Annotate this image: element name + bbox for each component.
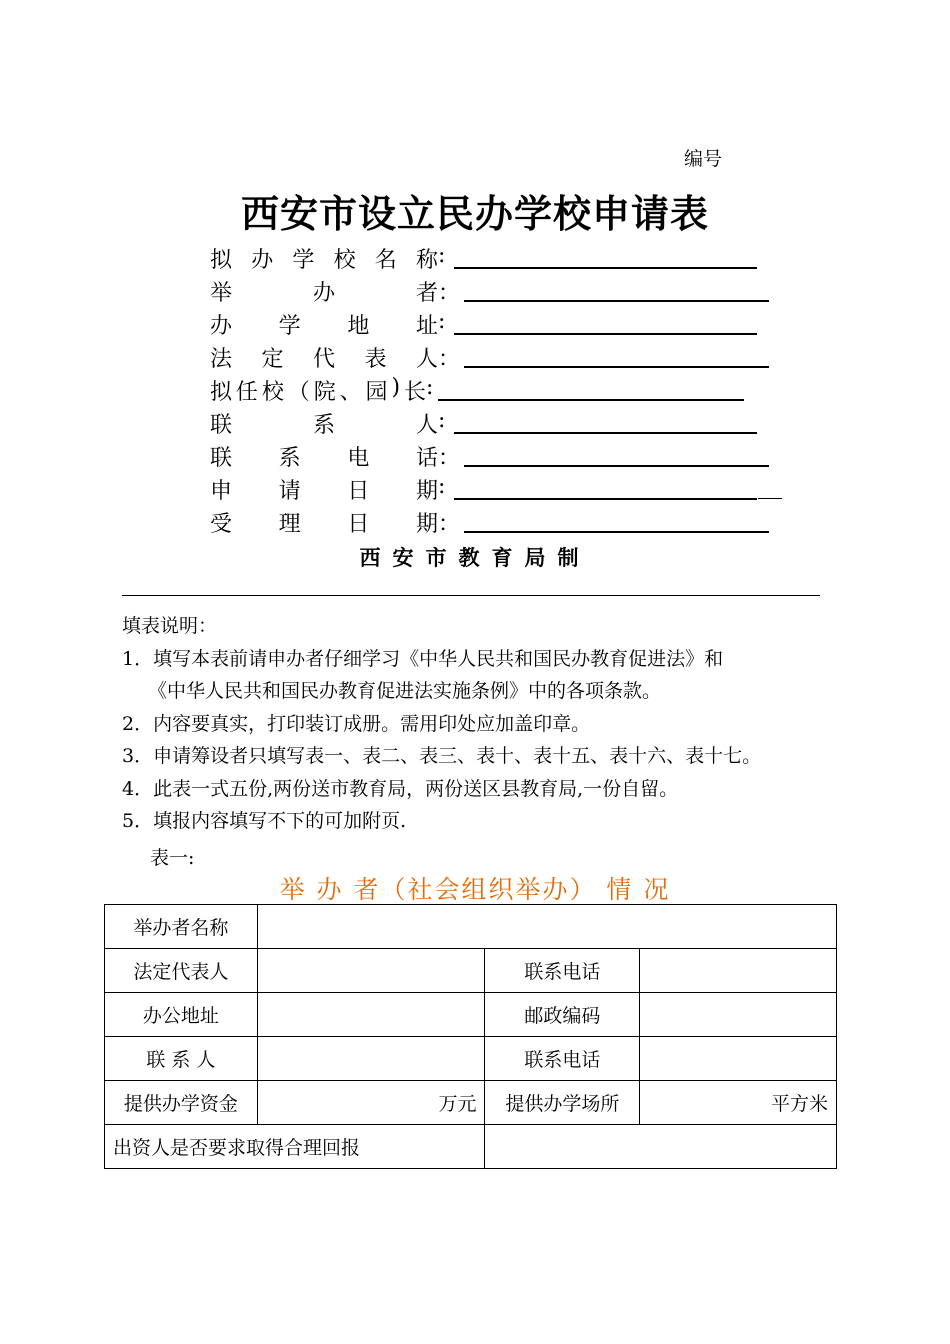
fill-line[interactable] <box>464 366 769 368</box>
field-colon: ： <box>438 281 461 306</box>
field-label-char: 期 <box>415 512 438 537</box>
venue-label: 提供办学场所 <box>485 1081 640 1125</box>
field-label-char: 系 <box>312 413 335 438</box>
contact-person-cell[interactable] <box>257 1037 485 1081</box>
field-label-char: 表 <box>364 347 387 372</box>
instruction-item: 2．内容要真实，打印装订成册。需用印处应加盖印章。 <box>122 712 591 735</box>
field-label-char: 法 <box>210 347 233 372</box>
postal-code-label: 邮政编码 <box>485 993 640 1037</box>
field-label-char: 者 <box>415 281 438 306</box>
office-address-label: 办公地址 <box>105 993 258 1037</box>
field-label-char: 受 <box>210 512 233 537</box>
fill-line[interactable] <box>464 465 769 467</box>
field-label-char: 代 <box>312 347 335 372</box>
field-label-char: 话 <box>415 446 438 471</box>
table-row <box>105 1037 837 1081</box>
field-label <box>210 408 438 439</box>
field-label-char: 院 <box>313 380 336 405</box>
table-row <box>105 905 837 949</box>
field-label-char: 人 <box>415 347 438 372</box>
field-label <box>210 474 438 505</box>
fill-line[interactable] <box>454 432 757 434</box>
field-label-char: 请 <box>278 479 301 504</box>
organizer-info-table <box>104 904 837 1169</box>
field-label-char: 办 <box>210 314 233 339</box>
return-question-cell[interactable] <box>485 1125 837 1169</box>
fill-line[interactable] <box>454 498 757 500</box>
field-label-char: 长 <box>403 380 426 405</box>
contact-person-label: 联 系 人 <box>105 1037 258 1081</box>
field-label-char: 申 <box>210 479 233 504</box>
field-label <box>210 243 438 274</box>
venue-unit[interactable]: 平方米 <box>640 1081 837 1125</box>
field-label-char: 联 <box>210 413 233 438</box>
field-colon: : <box>438 474 446 499</box>
legal-rep-label: 法定代表人 <box>105 949 258 993</box>
field-label-char: 、 <box>339 380 362 405</box>
organizer-name-label: 举办者名称 <box>105 905 258 949</box>
table-row <box>105 1081 837 1125</box>
serial-number-label: 编号 <box>684 148 723 170</box>
field-label <box>210 507 438 538</box>
field-colon: ： <box>438 512 461 537</box>
table-row <box>105 1125 837 1169</box>
postal-code-cell[interactable] <box>640 993 837 1037</box>
page-title: 西安市设立民办学校申请表 <box>240 192 709 236</box>
instructions-heading: 填表说明： <box>122 615 218 637</box>
field-label-char: 定 <box>261 347 284 372</box>
field-label-char: 期 <box>415 479 438 504</box>
contact-phone-cell[interactable] <box>640 1037 837 1081</box>
field-label <box>210 309 438 340</box>
field-label-char: 办 <box>251 248 274 273</box>
field-label-char: 理 <box>278 512 301 537</box>
field-label-char: 校 <box>333 248 356 273</box>
field-label-char: 园 <box>365 380 388 405</box>
field-label-char: 系 <box>278 446 301 471</box>
funds-label: 提供办学资金 <box>105 1081 258 1125</box>
field-label <box>210 276 438 307</box>
fill-line-extension <box>758 498 782 499</box>
organizer-name-cell[interactable] <box>257 905 836 949</box>
field-label-char: （ <box>287 380 310 405</box>
field-label-char: 地 <box>347 314 370 339</box>
field-label-char: ) <box>391 375 401 400</box>
issuer-label: 西安市教育局制 <box>359 546 591 570</box>
fill-line[interactable] <box>464 531 769 533</box>
field-colon: ： <box>438 446 461 471</box>
contact-phone-label: 联系电话 <box>485 949 640 993</box>
instruction-item: 3．申请筹设者只填写表一、表二、表三、表十、表十五、表十六、表十七。 <box>122 745 762 767</box>
funds-unit[interactable]: 万元 <box>257 1081 485 1125</box>
field-label <box>210 375 426 406</box>
fill-line[interactable] <box>464 300 769 302</box>
field-label-char: 日 <box>347 512 370 537</box>
fill-line[interactable] <box>438 399 744 401</box>
return-question-label: 出资人是否要求取得合理回报 <box>105 1125 485 1169</box>
field-label-char: 电 <box>347 446 370 471</box>
field-label-char: 校 <box>261 380 284 405</box>
field-label-char: 址 <box>415 314 438 339</box>
field-label-char: 称 <box>415 248 438 273</box>
field-label-char: 办 <box>312 281 335 306</box>
field-colon: : <box>426 375 434 400</box>
field-label-char: 任 <box>235 380 258 405</box>
field-colon: : <box>438 408 446 433</box>
field-label <box>210 342 438 373</box>
field-label-char: 学 <box>278 314 301 339</box>
legal-rep-cell[interactable] <box>257 949 485 993</box>
field-label-char: 名 <box>374 248 397 273</box>
table-row <box>105 949 837 993</box>
table-label: 表一: <box>150 847 195 869</box>
field-label-char: 举 <box>210 281 233 306</box>
contact-phone-cell[interactable] <box>640 949 837 993</box>
instructions <box>122 610 842 838</box>
field-label-char: 拟 <box>210 248 233 273</box>
field-colon: : <box>438 243 446 268</box>
fill-line[interactable] <box>454 267 757 269</box>
field-label-char: 拟 <box>210 380 233 405</box>
divider <box>122 595 820 596</box>
office-address-cell[interactable] <box>257 993 485 1037</box>
contact-phone-label: 联系电话 <box>485 1037 640 1081</box>
fill-line[interactable] <box>454 333 757 335</box>
field-label-char: 人 <box>415 413 438 438</box>
field-label <box>210 441 438 472</box>
field-colon: ： <box>438 347 461 372</box>
field-label-char: 日 <box>347 479 370 504</box>
instruction-item: 《中华人民共和国民办教育促进法实施条例》中的各项条款。 <box>148 680 662 702</box>
instruction-item: 5．填报内容填写不下的可加附页. <box>122 810 407 832</box>
section-title: 举 办 者（社会组织举办） 情 况 <box>279 875 671 904</box>
instruction-item: 1．填写本表前请申办者仔细学习《中华人民共和国民办教育促进法》和 <box>122 647 724 670</box>
table-row <box>105 993 837 1037</box>
field-label-char: 联 <box>210 446 233 471</box>
field-colon: : <box>438 309 446 334</box>
instruction-item: 4．此表一式五份,两份送市教育局，两份送区县教育局,一份自留。 <box>122 777 679 800</box>
field-label-char: 学 <box>292 248 315 273</box>
